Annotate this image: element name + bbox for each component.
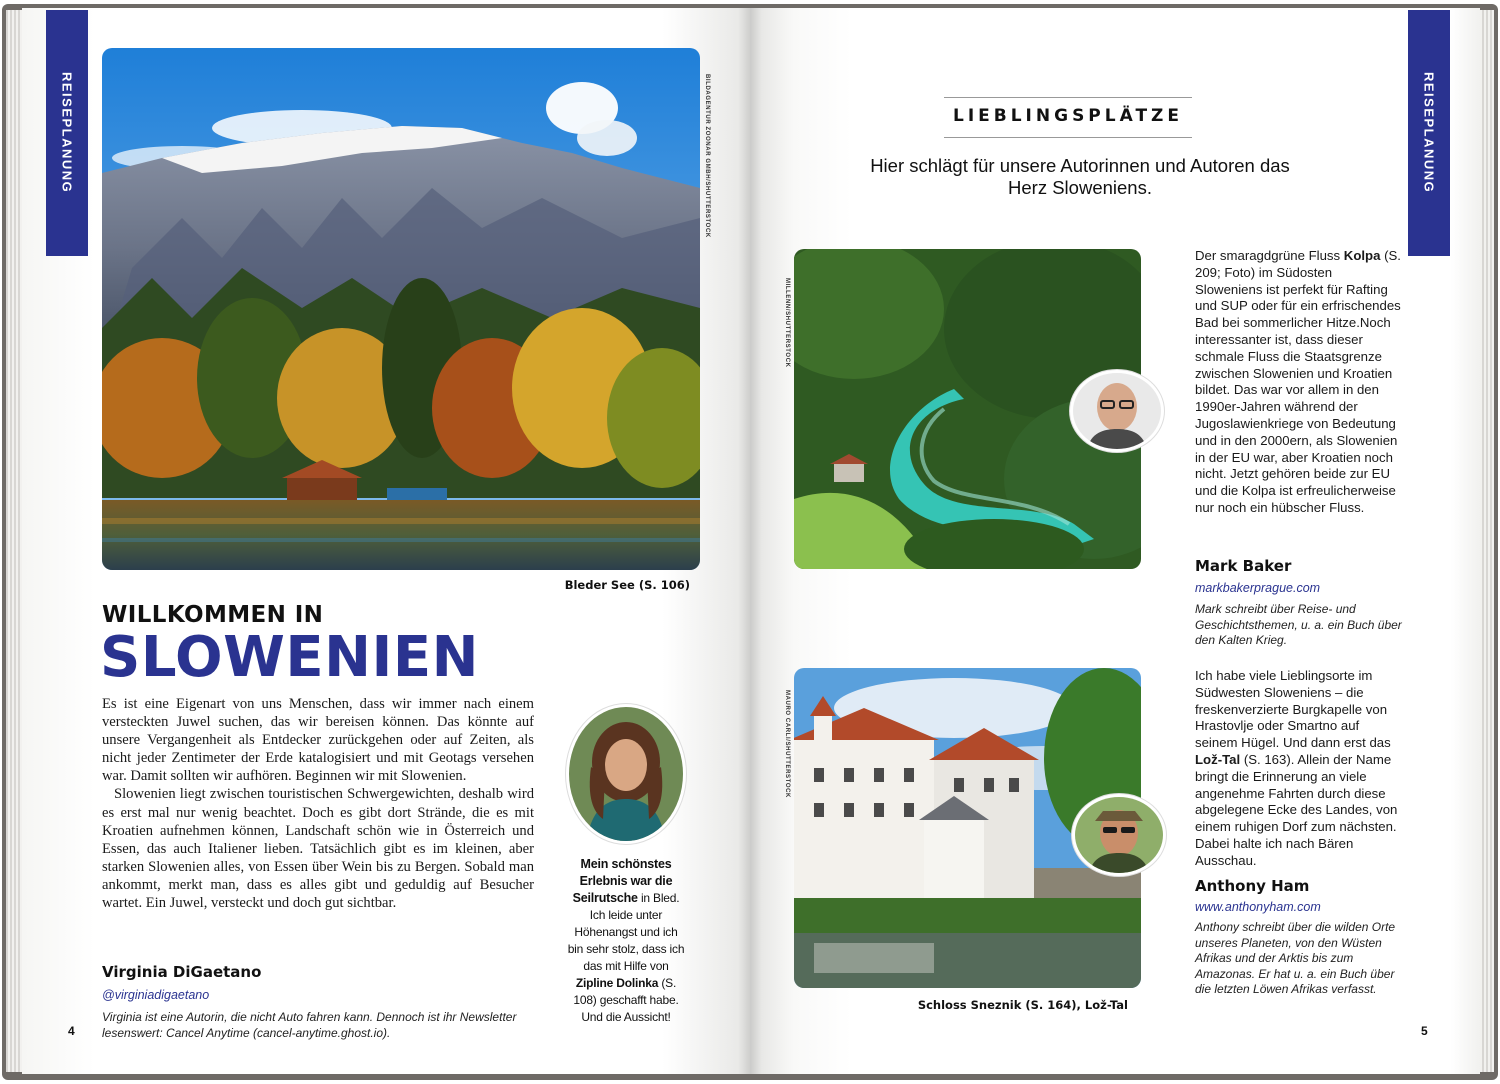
author-link-virginia[interactable]: @virginiadigaetano bbox=[102, 988, 210, 1002]
author-name-mark: Mark Baker bbox=[1195, 557, 1292, 575]
section-title: LIEBLINGSPLÄTZE bbox=[953, 106, 1183, 126]
quote-bold-lead: Mein schönstes Erlebnis war die Seilrutsche bbox=[572, 857, 673, 905]
loz-bold: Lož-Tal bbox=[1195, 751, 1241, 767]
intro-paragraph-1: Es ist eine Eigenart von uns Menschen, dass wir immer nach einem versteckten Juwel suchen, das wir bereisen können. Das könnte auf unsere Vergangenheit als Entdecker zurückgehen oder auf Zeiten, als nicht jeder Zentimeter der Erde katalogisiert und mit Geotags versehen war. Damit sollten wir aufhören. Beginnen wir mit Slowenien. bbox=[102, 696, 534, 785]
quote-text-2: (S. 108) geschafft habe. Und die Aussicht! bbox=[573, 976, 679, 1024]
intro-text bbox=[102, 695, 534, 912]
title-rule-top bbox=[944, 97, 1192, 98]
quote-bold-mid: Zipline Dolinka bbox=[575, 976, 659, 990]
page-number-right: 5 bbox=[1421, 1024, 1428, 1038]
avatar-virginia bbox=[566, 704, 686, 844]
quote-virginia bbox=[566, 856, 686, 1026]
avatar-mark bbox=[1070, 370, 1164, 452]
lake-bled-photo bbox=[102, 48, 700, 570]
section-tab-left bbox=[46, 10, 88, 256]
loz-text-2: (S. 163). Allein der Name bringt die Erinnerung an viele angenehme Fahrten durch diese abgelegene Ecke des Landes, von einem ruhigen Dorf zum nächsten. Dabei halte ich nach Bären Ausschau. bbox=[1195, 751, 1398, 868]
book-gutter bbox=[738, 8, 762, 1074]
kolpa-bold: Kolpa bbox=[1343, 248, 1381, 263]
heading-slowenien: SLOWENIEN bbox=[100, 625, 479, 690]
title-rule-bottom bbox=[944, 137, 1192, 138]
portrait-anthony bbox=[1075, 797, 1163, 873]
page-edges-left bbox=[6, 10, 22, 1072]
author-bio-anthony: Anthony schreibt über die wilden Orte unseres Planeten, von den Wüsten Afrikas und der Arktis bis zum Amazonas. Er hat u. a. ein Buch über die letzten Löwen Afrikas verfasst. bbox=[1195, 920, 1396, 996]
author-link-anthony[interactable]: www.anthonyham.com bbox=[1195, 900, 1321, 914]
section-tab-label: REISEPLANUNG bbox=[1421, 72, 1437, 194]
avatar-anthony bbox=[1072, 794, 1166, 876]
kolpa-text-2: (S. 209; Foto) im Südosten Sloweniens ist perfekt für Rafting und SUP oder für ein erfrischendes Bad bei sommerlicher Hitze.Noch interessanter ist, dass dieser schmale Fluss die Staatsgrenze zwischen Slowenien und Kroatien bildet. Das war vor allem in den 1990er-Jahren während der Jugoslawienkriege von Bedeutung und in den 2000ern, als Slowenien in der EU war, aber Kroatien noch nicht. Jetzt gehören beide zur EU und die Kolpa ist erfreulicherweise nur noch ein hübscher Fluss. bbox=[1195, 248, 1401, 515]
author-name-anthony: Anthony Ham bbox=[1195, 877, 1310, 895]
author-name-virginia: Virginia DiGaetano bbox=[102, 963, 262, 981]
kolpa-text-1: Der smaragdgrüne Fluss bbox=[1195, 248, 1344, 263]
loz-text-1: Ich habe viele Lieblingsorte im Südwesten Sloweniens – die freskenverzierte Burgkapelle von Hrastovlje oder Smartno auf seinem Hügel. Und dann erst das bbox=[1195, 668, 1391, 751]
section-subtitle: Hier schlägt für unsere Autorinnen und Autoren das Herz Sloweniens. bbox=[870, 155, 1290, 198]
loz-text bbox=[1195, 668, 1401, 870]
quote-text-1: in Bled. Ich leide unter Höhenangst und ich bin sehr stolz, dass ich das mit Hilfe von bbox=[567, 891, 685, 973]
photo-credit-castle: MAURO CARLI/SHUTTERSTOCK bbox=[784, 690, 790, 798]
photo-caption-bled: Bleder See (S. 106) bbox=[564, 578, 690, 592]
kolpa-text bbox=[1195, 248, 1401, 517]
intro-paragraph-2: Slowenien liegt zwischen touristischen Schwergewichten, deshalb wird es erst mal nur wenig beachtet. Doch es gibt dort Strände, die es mit Kroatien aufnehmen können, Landschaft schön wie in Österreich und Essen, das auch Italiener lieben. Tatsächlich gibt es im kleinen, aber starken Slowenien alles, von Essen über Wein bis zu Bergen. Sobald man ankommt, merkt man, dass es alles gibt und geduldig auf Besucher wartet. Ein Juwel, versteckt und doch gut sichtbar. bbox=[102, 786, 534, 912]
heading-willkommen: WILLKOMMEN IN bbox=[102, 602, 324, 628]
portrait-virginia bbox=[569, 707, 683, 841]
photo-caption-castle: Schloss Sneznik (S. 164), Lož-Tal bbox=[917, 998, 1128, 1012]
author-bio-virginia: Virginia ist eine Autorin, die nicht Auto fahren kann. Dennoch ist ihr Newsletter lesenswert: Cancel Anytime (cancel-anytime.ghost.io). bbox=[102, 1010, 517, 1040]
portrait-mark bbox=[1073, 373, 1161, 449]
page-number-left: 4 bbox=[68, 1024, 75, 1038]
lake-bled-illustration bbox=[102, 48, 700, 570]
section-tab-label: REISEPLANUNG bbox=[59, 72, 75, 194]
photo-credit-kolpa: MILLENN/SHUTTERSTOCK bbox=[784, 278, 790, 368]
author-link-mark[interactable]: markbakerprague.com bbox=[1195, 581, 1321, 595]
photo-credit-left: BILDAGENTUR ZOONAR GMBH/SHUTTERSTOCK bbox=[704, 74, 710, 238]
section-tab-right bbox=[1408, 10, 1450, 256]
page-edges-right bbox=[1480, 10, 1494, 1072]
author-bio-mark: Mark schreibt über Reise- und Geschichtsthemen, u. a. ein Buch über den Kalten Krieg. bbox=[1195, 602, 1402, 647]
